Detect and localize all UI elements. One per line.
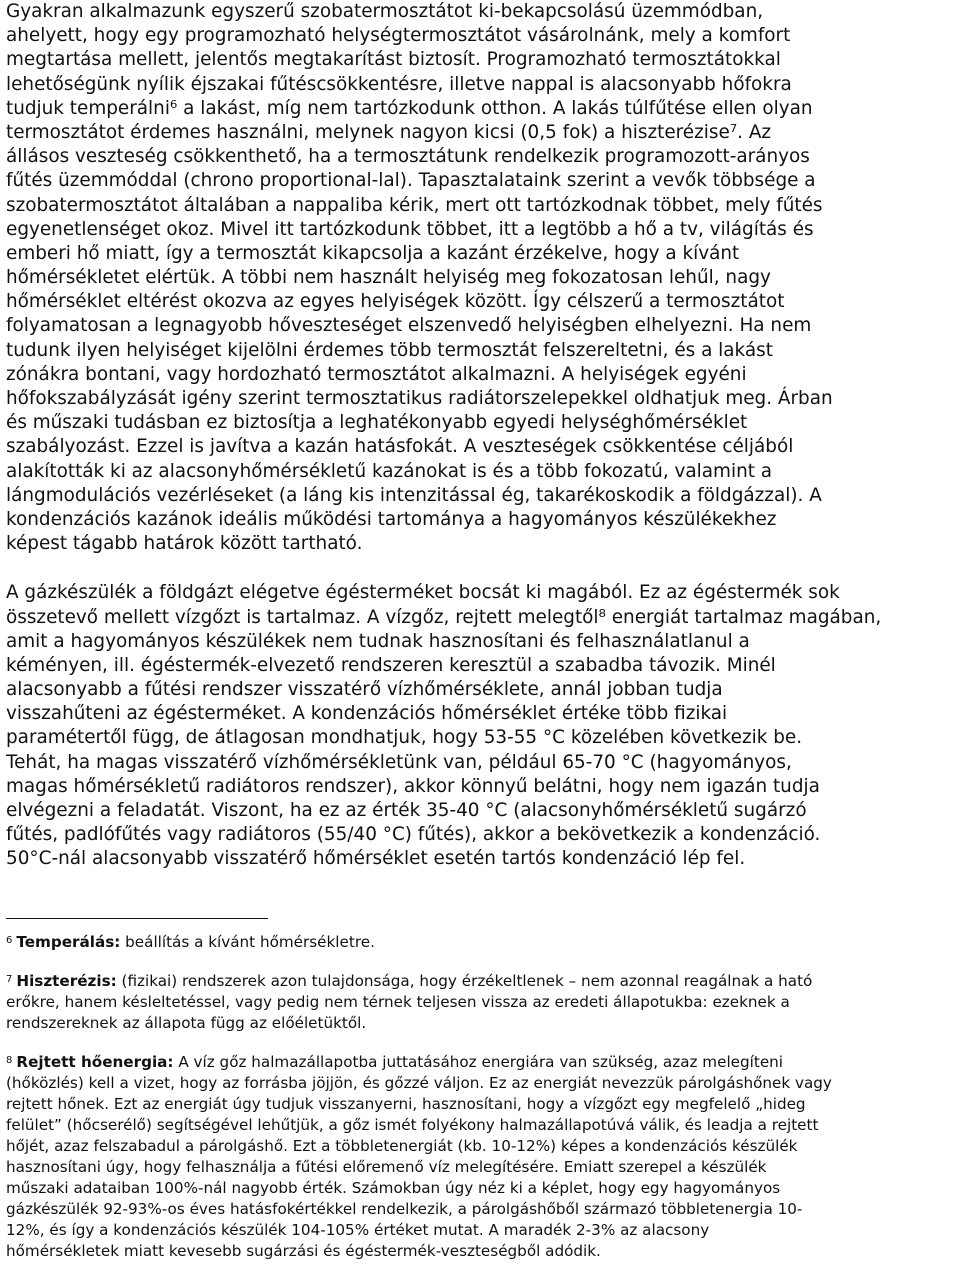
text-line: szabályozást. Ezzel is javítva a kazán hatásfokát. A veszteségek csökkentése céljából — [6, 436, 794, 458]
footnote-line: rejtett hőnek. Ezt az energiát úgy tudjuk visszanyerni, hasznosítani, hogy a vízgőzt egy megfelelő „hideg — [6, 1095, 806, 1113]
text-line: és műszaki tudásban ez biztosítja a leghatékonyabb egyedi helységhőmérséklet — [6, 412, 748, 434]
footnote-line — [6, 971, 960, 992]
footnote-line: műszaki adataiban 100%-nál nagyobb érték. Számokban úgy néz ki a képlet, hogy egy hagyományos — [6, 1179, 781, 1197]
footnote-line: gázkészülék 92-93%-os éves hatásfokértékkel rendelkezik, a párolgáshőből származó többletenergia 10- — [6, 1200, 803, 1218]
text-line: összetevő mellett vízgőzt is tartalmaz. A vízgőz, rejtett melegtől⁸ energiát tartalmaz magában, — [6, 606, 882, 628]
text-line: amit a hagyományos készülékek nem tudnak hasznosítani és felhasználatlanul a — [6, 630, 750, 652]
text-line: hőmérsékletet elértük. A többi nem használt helyiség meg fokozatosan lehűl, nagy — [6, 267, 771, 289]
text-line: emberi hő miatt, így a termosztát kikapcsolja a kazánt érzékelve, hogy a kívánt — [6, 242, 740, 264]
text-line: termosztátot érdemes használni, melynek nagyon kicsi (0,5 fok) a hiszterézise⁷. Az — [6, 121, 772, 143]
text-line: tudunk ilyen helyiséget kijelölni érdemes több termosztát felszereltetni, és a lakást — [6, 339, 773, 361]
text-line: képest tágabb határok között tartható. — [6, 533, 363, 555]
text-line: Tehát, ha magas visszatérő vízhőmérsékletünk van, például 65-70 °C (hagyományos, — [6, 751, 792, 773]
document-page — [6, 0, 960, 1260]
footnote-line: 12%, és így a kondenzációs készülék 104-105% értéket mutat. A maradék 2-3% az alacsony — [6, 1221, 710, 1239]
footnote-number: 7 — [6, 974, 13, 985]
footnote-6 — [6, 932, 960, 953]
footnote-number: 6 — [6, 935, 13, 946]
paragraph-thermostat — [6, 0, 960, 556]
footnote-line — [6, 1052, 960, 1073]
text-line: zónákra bontani, vagy hordozható termosztátot alkalmazni. A helyiségek egyéni — [6, 363, 747, 385]
text-line: lángmodulációs vezérléseket (a láng kis intenzitással ég, takarékoskodik a földgázzal). A — [6, 484, 822, 506]
text-line: elvégezni a feladatát. Viszont, ha ez az érték 35-40 °C (alacsonyhőmérsékletű sugárzó — [6, 800, 807, 821]
text-line: alacsonyabb a fűtési rendszer visszatérő vízhőmérséklete, annál jobban tudja — [6, 679, 723, 701]
text-line: egyenetlenséget okoz. Mivel itt tartózkodunk többet, itt a legtöbb a hő a tv, világítás és — [6, 218, 814, 240]
paragraph-spacer — [6, 556, 960, 581]
text-line: magas hőmérsékletű radiátoros rendszer), akkor könnyű belátni, hogy nem igazán tudja — [6, 775, 820, 797]
footnote-number: 8 — [6, 1055, 13, 1066]
footnote-text: beállítás a kívánt hőmérsékletre. — [120, 933, 375, 951]
text-line: ahelyett, hogy egy programozható helységtermosztátot vásárolnánk, mely a komfort — [6, 25, 791, 47]
footnote-line: hasznosítani úgy, hogy felhasználja a fűtési előremenő víz melegítésére. Emiatt szerepel a készülék — [6, 1158, 767, 1176]
paragraph-condensation — [6, 581, 960, 871]
text-line: megtartása mellett, jelentős megtakarítást biztosít. Programozható termosztátokkal — [6, 49, 781, 71]
main-body-text — [6, 0, 960, 872]
text-line: paramétertől függ, de átlagosan mondhatjuk, hogy 53-55 °C közelében következik be. — [6, 727, 803, 749]
footnote-separator — [6, 918, 268, 919]
footnote-line: (hőközlés) kell a vizet, hogy az forrásba jöjjön, és gőzzé váljon. Ez az energiát nevezzük párolgáshőnek vagy — [6, 1074, 832, 1092]
text-line: hőmérséklet eltérést okozva az egyes helyiségek között. Így célszerű a termosztátot — [6, 291, 785, 313]
text-line: szobatermosztátot általában a nappaliba kérik, mert ott tartózkodnak többet, mely fűtés — [6, 194, 823, 216]
footnote-text: (fizikai) rendszerek azon tulajdonsága, hogy érzékeltlenek – nem azonnal reagálnak a ható — [116, 972, 813, 990]
footnote-term: Rejtett hőenergia: — [16, 1053, 174, 1071]
text-line: állásos veszteség csökkenthető, ha a termosztátunk rendelkezik programozott-arányos — [6, 146, 810, 168]
text-line: kéményen, ill. égéstermék-elvezető rendszeren keresztül a szabadba távozik. Minél — [6, 654, 776, 676]
text-line: Gyakran alkalmazunk egyszerű szobatermosztátot ki-bekapcsolású üzemmódban, — [6, 1, 764, 22]
footnote-line: felület” (hőcserélő) segítségével lehűtjük, a gőz ismét folyékony halmazállapotúvá válik, és leadja a rejtett — [6, 1116, 819, 1134]
footnote-text: A víz gőz halmazállapotba juttatásához energiára van szükség, azaz melegíteni — [173, 1053, 784, 1071]
text-line: hőfokszabályzását igény szerint termosztatikus radiátorszelepekkel oldhatjuk meg. Árban — [6, 388, 833, 409]
text-line: fűtés, padlófűtés vagy radiátoros (55/40 °C) fűtés), akkor a bekövetkezik a kondenzáció. — [6, 824, 821, 846]
text-line: tudjuk temperálni⁶ a lakást, míg nem tartózkodunk otthon. A lakás túlfűtése ellen olyan — [6, 97, 813, 119]
footnote-term: Temperálás: — [16, 933, 121, 951]
footnote-line: rendszereknek az állapota függ az előéletüktől. — [6, 1014, 367, 1032]
footnote-8 — [6, 1052, 960, 1262]
footnotes — [6, 932, 960, 1280]
footnote-line — [6, 932, 960, 953]
footnote-line: erőkre, hanem késleltetéssel, vagy pedig nem térnek teljesen vissza az eredeti állapotukba: ezeknek a — [6, 993, 790, 1011]
text-line: folyamatosan a legnagyobb hőveszteséget elszenvedő helyiségben elhelyezni. Ha nem — [6, 315, 812, 337]
text-line: visszahűteni az égésterméket. A kondenzációs hőmérséklet értéke több fizikai — [6, 703, 728, 725]
text-line: A gázkészülék a földgázt elégetve égésterméket bocsát ki magából. Ez az égéstermék sok — [6, 582, 840, 604]
text-line: lehetőségünk nyílik éjszakai fűtéscsökkentésre, illetve nappal is alacsonyabb hőfokra — [6, 73, 792, 95]
text-line: 50°C-nál alacsonyabb visszatérő hőmérséklet esetén tartós kondenzáció lép fel. — [6, 848, 746, 870]
footnote-line: hőmérsékletek miatt kevesebb sugárzási és égéstermék-veszteségből adódik. — [6, 1242, 601, 1260]
text-line: fűtés üzemmóddal (chrono proportional-lal). Tapasztalataink szerint a vevők többsége a — [6, 170, 816, 192]
text-line: alakították ki az alacsonyhőmérsékletű kazánokat is és a több fokozatú, valamint a — [6, 460, 773, 482]
text-line: kondenzációs kazánok ideális működési tartománya a hagyományos készülékekhez — [6, 508, 777, 530]
footnote-7 — [6, 971, 960, 1034]
footnote-line: hőjét, azaz felszabadul a párolgáshő. Ezt a többletenergiát (kb. 10-12%) képes a kondenzációs készülék — [6, 1137, 798, 1155]
footnote-term: Hiszterézis: — [16, 972, 117, 990]
